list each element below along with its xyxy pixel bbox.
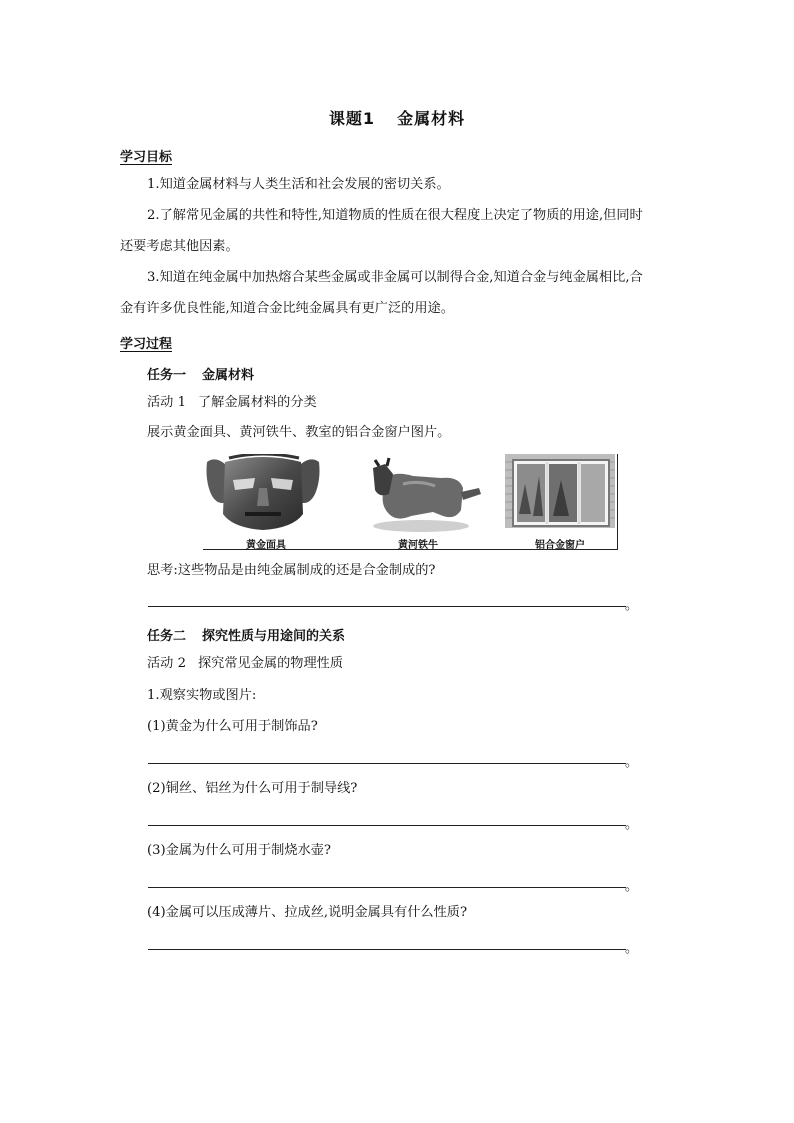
answer-blank-3[interactable] <box>148 887 626 888</box>
iron-ox-caption: 黄河铁牛 <box>398 540 438 551</box>
aluminum-window-image <box>505 454 615 528</box>
activity-one <box>147 393 317 413</box>
gold-mask-caption: 黄金面具 <box>246 540 286 551</box>
activity-label: 活动 1 <box>147 395 186 410</box>
task-label: 任务一 <box>147 368 187 383</box>
answer-blank-4[interactable] <box>148 949 626 950</box>
goal-line: 1.知道金属材料与人类生活和社会发展的密切关系。 <box>147 177 450 192</box>
answer-period: 。 <box>625 941 639 956</box>
activity-label: 活动 2 <box>147 656 186 671</box>
question-1: (1)黄金为什么可用于制饰品? <box>147 719 318 734</box>
think-question: 思考:这些物品是由纯金属制成的还是合金制成的? <box>147 563 436 578</box>
task-one-heading <box>147 364 254 383</box>
process-heading: 学习过程 <box>120 337 173 352</box>
question-3: (3)金属为什么可用于制烧水壶? <box>147 843 331 858</box>
goal-line: 金有许多优良性能,知道合金比纯金属具有更广泛的用途。 <box>120 301 454 316</box>
answer-blank-1[interactable] <box>148 763 626 764</box>
task-two-heading <box>147 625 345 644</box>
show-pictures-text: 展示黄金面具、黄河铁牛、教室的铝合金窗户图片。 <box>147 425 451 440</box>
task-label: 任务二 <box>147 629 187 644</box>
iron-ox-image <box>363 454 483 534</box>
answer-period: 。 <box>625 598 639 613</box>
answer-blank-think[interactable] <box>148 606 626 607</box>
answer-period: 。 <box>625 817 639 832</box>
activity-two <box>147 654 343 674</box>
goal-line: 还要考虑其他因素。 <box>120 239 239 254</box>
task-title: 探究性质与用途间的关系 <box>202 629 346 644</box>
lesson-title: 金属材料 <box>397 109 466 128</box>
task-title: 金属材料 <box>202 368 255 383</box>
answer-period: 。 <box>625 755 639 770</box>
activity-title: 了解金属材料的分类 <box>197 395 317 410</box>
aluminum-window-caption: 铝合金窗户 <box>535 540 585 551</box>
page-title <box>0 106 794 129</box>
answer-period: 。 <box>625 879 639 894</box>
goal-line: 2.了解常见金属的共性和特性,知道物质的性质在很大程度上决定了物质的用途,但同时 <box>147 208 643 223</box>
gold-mask-image <box>203 454 323 534</box>
observe-instruction: 1.观察实物或图片: <box>147 688 257 703</box>
answer-blank-2[interactable] <box>148 825 626 826</box>
goals-heading: 学习目标 <box>120 150 173 165</box>
image-gallery <box>203 454 618 550</box>
activity-title: 探究常见金属的物理性质 <box>197 656 344 671</box>
question-4: (4)金属可以压成薄片、拉成丝,说明金属具有什么性质? <box>147 905 468 920</box>
goal-line: 3.知道在纯金属中加热熔合某些金属或非金属可以制得合金,知道合金与纯金属相比,合 <box>147 270 643 285</box>
question-2: (2)铜丝、铝丝为什么可用于制导线? <box>147 781 358 796</box>
lesson-number: 课题1 <box>328 109 376 128</box>
